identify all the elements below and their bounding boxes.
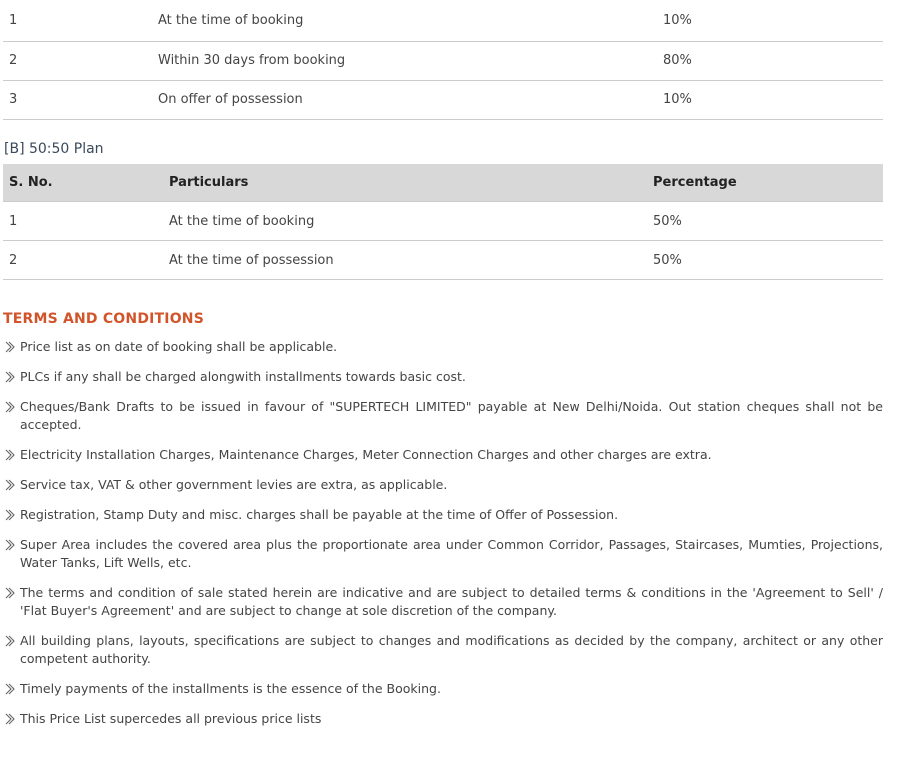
sno-cell: 2 bbox=[9, 53, 18, 68]
percentage-cell: 80% bbox=[663, 53, 692, 68]
chevron-right-icon bbox=[4, 477, 16, 493]
term-text: Cheques/Bank Drafts to be issued in favour of "SUPERTECH LIMITED" payable at New Delhi/Noida. Out station cheques shall not be accepted. bbox=[20, 399, 883, 432]
sno-cell: 1 bbox=[9, 12, 18, 28]
term-text: Service tax, VAT & other government levies are extra, as applicable. bbox=[20, 477, 448, 492]
list-item bbox=[3, 506, 883, 524]
list-item bbox=[3, 536, 883, 572]
table-row bbox=[3, 241, 883, 280]
payment-plan-a-table bbox=[3, 0, 883, 120]
plan-b-title: [B] 50:50 Plan bbox=[4, 140, 104, 157]
list-item bbox=[3, 680, 883, 698]
percentage-cell: 50% bbox=[653, 252, 682, 268]
particulars-cell: At the time of possession bbox=[169, 252, 334, 268]
chevron-right-icon bbox=[4, 711, 16, 727]
term-text: Timely payments of the installments is the essence of the Booking. bbox=[20, 681, 441, 696]
percentage-cell: 50% bbox=[653, 213, 682, 229]
table-header-row bbox=[3, 164, 883, 202]
table-row bbox=[3, 202, 883, 241]
table-row bbox=[3, 0, 883, 41]
list-item bbox=[3, 476, 883, 494]
list-item bbox=[3, 584, 883, 620]
chevron-right-icon bbox=[4, 369, 16, 385]
particulars-cell: On offer of possession bbox=[158, 92, 303, 107]
chevron-right-icon bbox=[4, 681, 16, 697]
list-item bbox=[3, 368, 883, 386]
percentage-cell: 10% bbox=[663, 92, 692, 107]
list-item bbox=[3, 446, 883, 464]
term-text: PLCs if any shall be charged alongwith installments towards basic cost. bbox=[20, 369, 466, 384]
header-sno: S. No. bbox=[9, 174, 53, 190]
list-item bbox=[3, 710, 883, 728]
list-item bbox=[3, 338, 883, 356]
table-row bbox=[3, 80, 883, 119]
payment-plan-b-table bbox=[3, 164, 883, 281]
header-particulars: Particulars bbox=[169, 174, 249, 190]
sno-cell: 3 bbox=[9, 92, 18, 107]
particulars-cell: At the time of booking bbox=[158, 12, 304, 28]
list-item bbox=[3, 398, 883, 434]
terms-list bbox=[3, 338, 883, 728]
chevron-right-icon bbox=[4, 339, 16, 355]
term-text: Electricity Installation Charges, Maintenance Charges, Meter Connection Charges and other charges are extra. bbox=[20, 447, 712, 462]
sno-cell: 1 bbox=[9, 213, 18, 229]
chevron-right-icon bbox=[4, 537, 16, 553]
term-text: Registration, Stamp Duty and misc. charges shall be payable at the time of Offer of Possession. bbox=[20, 507, 619, 522]
sno-cell: 2 bbox=[9, 252, 18, 268]
particulars-cell: Within 30 days from booking bbox=[158, 53, 346, 68]
chevron-right-icon bbox=[4, 447, 16, 463]
list-item bbox=[3, 632, 883, 668]
header-percentage: Percentage bbox=[653, 174, 737, 190]
term-text: The terms and condition of sale stated herein are indicative and are subject to detailed terms & conditions in the 'Agreement to Sell' / 'Flat Buyer's Agreement' and are subject to change at sole discretion of the company. bbox=[20, 585, 883, 618]
chevron-right-icon bbox=[4, 633, 16, 649]
chevron-right-icon bbox=[4, 585, 16, 601]
chevron-right-icon bbox=[4, 399, 16, 415]
chevron-right-icon bbox=[4, 507, 16, 523]
term-text: This Price List supercedes all previous price lists bbox=[20, 711, 322, 726]
percentage-cell: 10% bbox=[663, 12, 692, 28]
term-text: Super Area includes the covered area plus the proportionate area under Common Corridor, Passages, Staircases, Mumties, Projections, Water Tanks, Lift Wells, etc. bbox=[20, 537, 883, 570]
term-text: All building plans, layouts, specifications are subject to changes and modifications as decided by the company, architect or any other competent authority. bbox=[20, 633, 883, 666]
term-text: Price list as on date of booking shall be applicable. bbox=[20, 339, 338, 354]
particulars-cell: At the time of booking bbox=[169, 213, 315, 229]
terms-heading: TERMS AND CONDITIONS bbox=[3, 311, 205, 327]
page-content bbox=[3, 0, 883, 740]
table-row bbox=[3, 41, 883, 80]
